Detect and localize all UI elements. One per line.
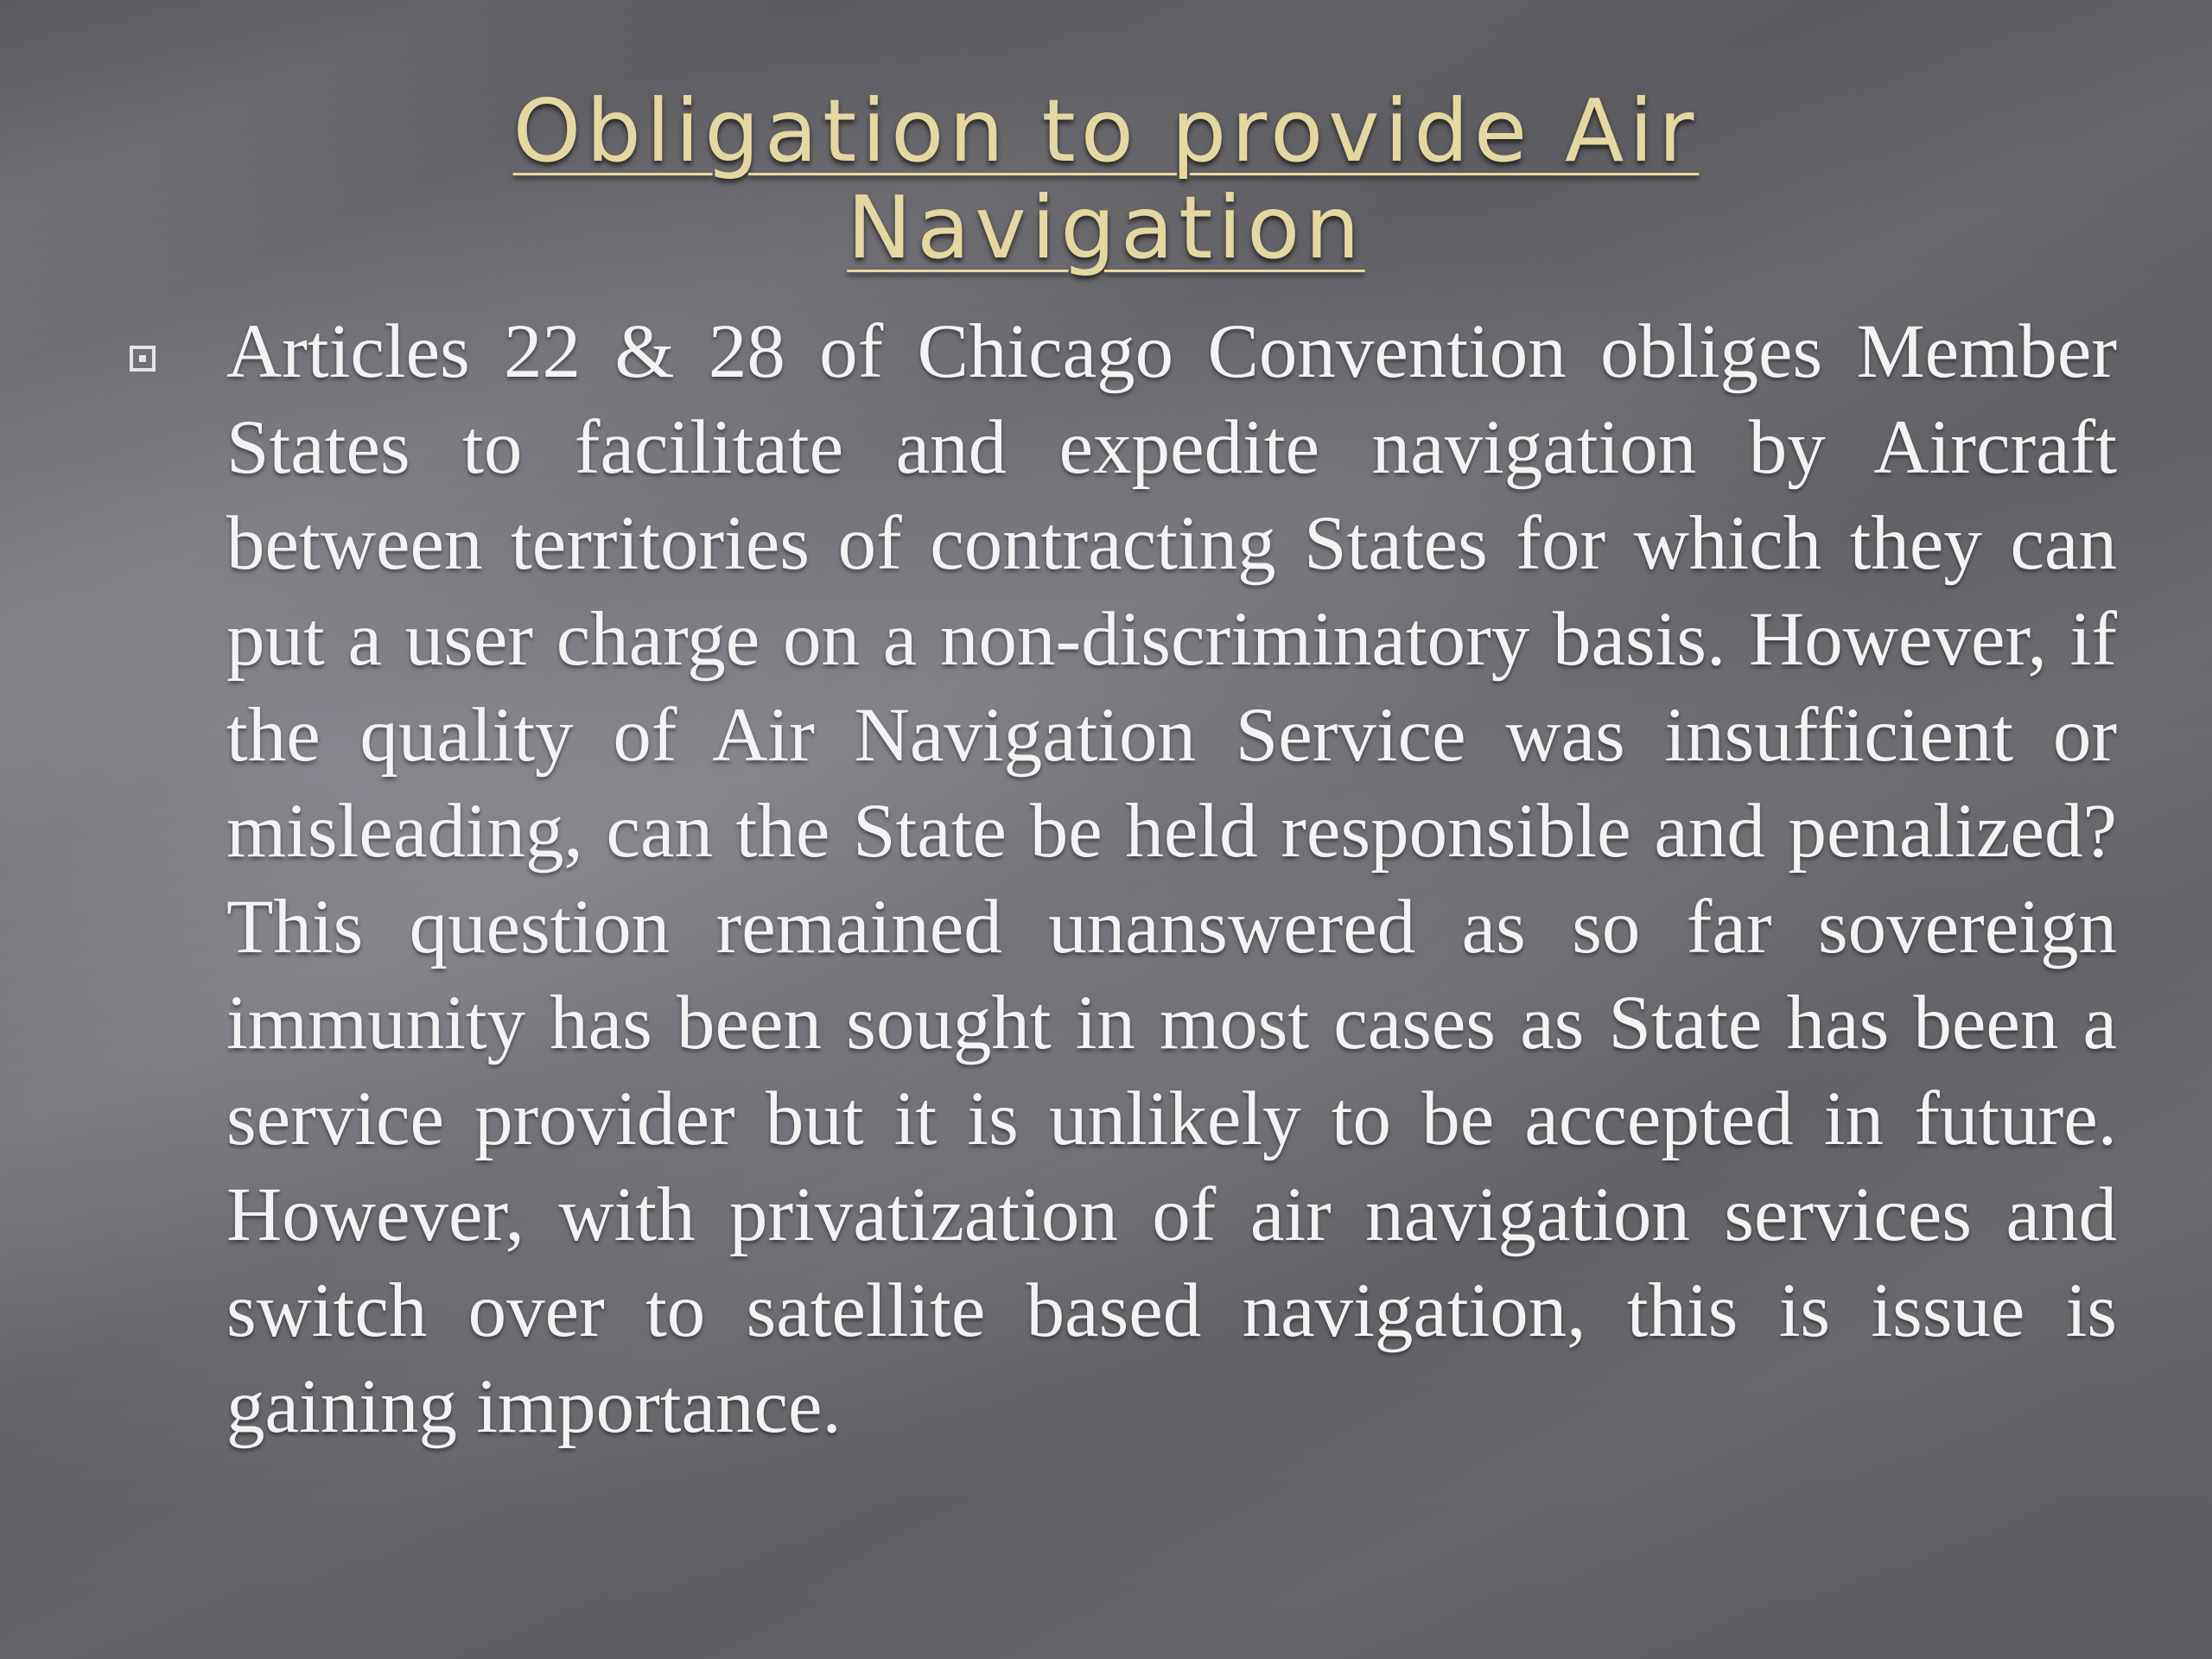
bullet-text: Articles 22 & 28 of Chicago Convention obliges Member States to facilitate and expedite navigation by Aircraft between territories of contracting States for which they can put a user charge on a non-discriminatory basis. However, if the quality of Air Navigation Service was insufficient or misleading, can the State be held responsible and penalized? This question remained unanswered as so far sovereign immunity has been sought in most cases as State has been a service provider but it is unlikely to be accepted in future. However, with privatization of air navigation services and switch over to satellite based navigation, this is issue is gaining importance. [226,309,2117,1449]
slide-title: Obligation to provide Air Navigation [512,80,1700,278]
square-bullet-icon [130,346,156,372]
bullet-item [130,304,2117,1455]
slide-content [130,304,2117,1455]
